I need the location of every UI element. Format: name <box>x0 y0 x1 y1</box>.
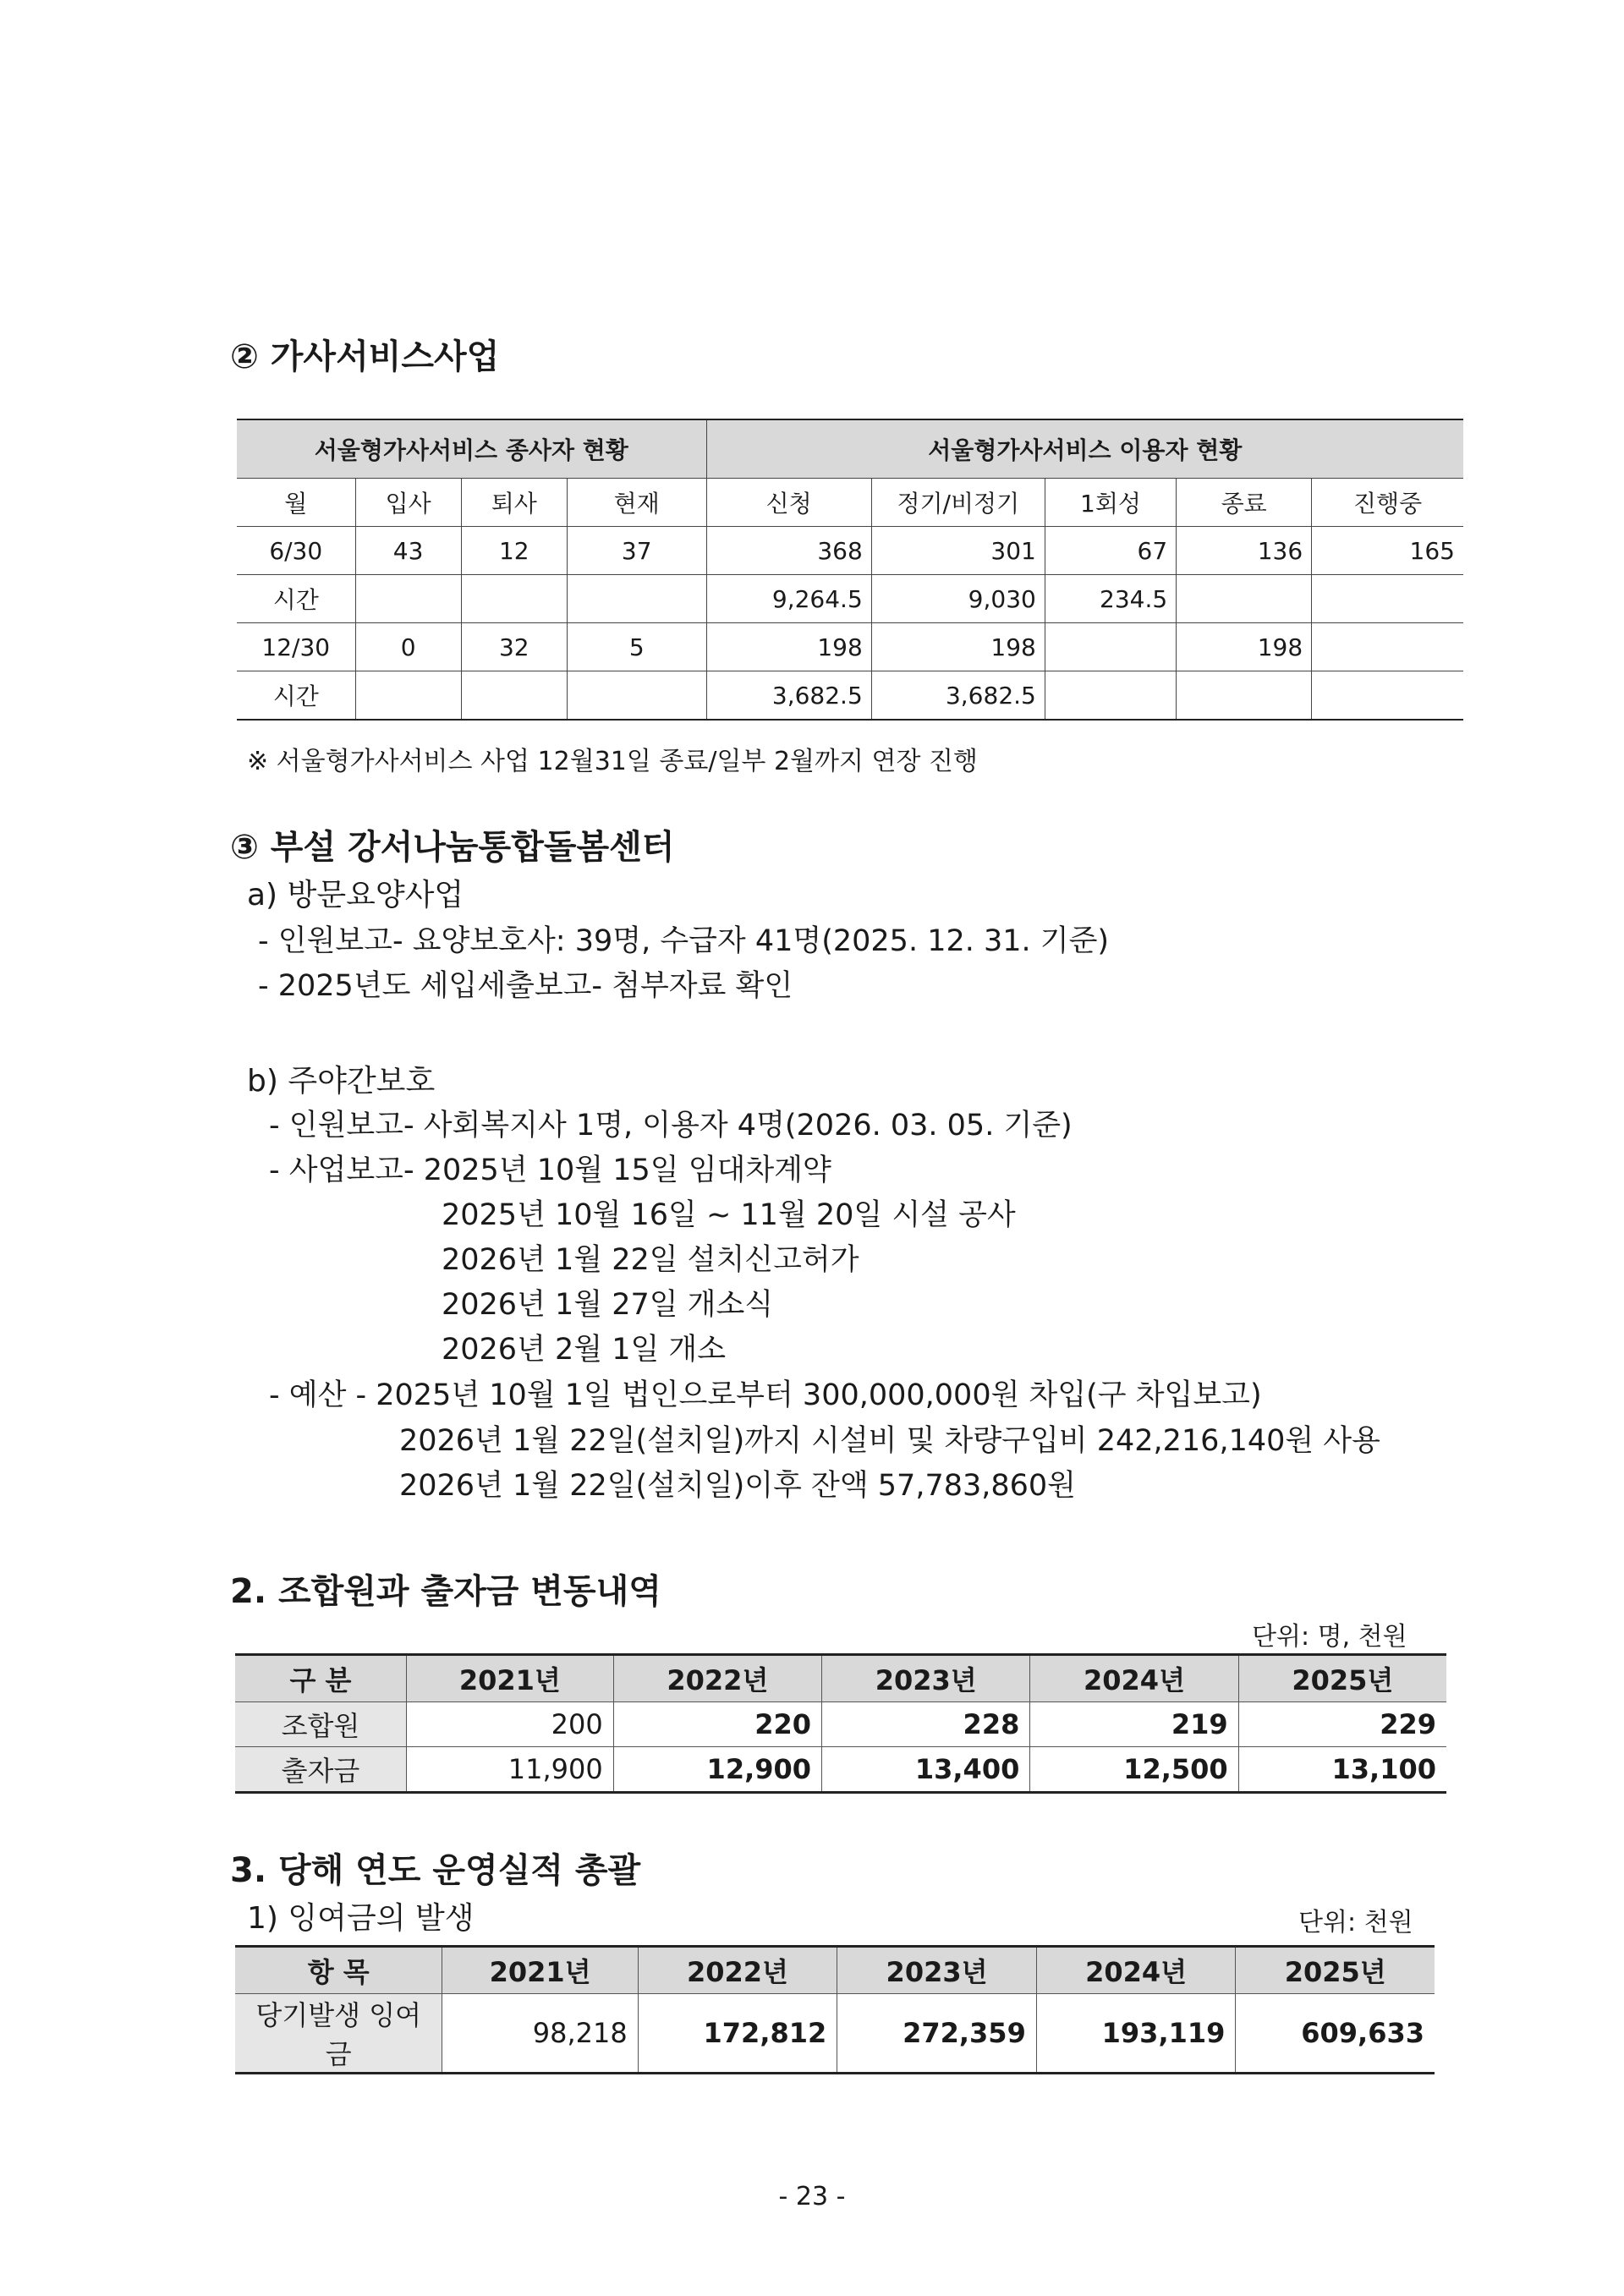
text-line: - 인원보고- 요양보호사: 39명, 수급자 41명(2025. 12. 31. 기준) <box>258 924 1110 958</box>
col-header: 2021년 <box>406 1655 613 1702</box>
table-cell: 시간 <box>237 575 355 623</box>
part2-heading: 2. 조합원과 출자금 변동내역 <box>230 1572 661 1611</box>
table-cell <box>1045 623 1176 671</box>
text-line: 2026년 1월 22일(설치일)까지 시설비 및 차량구입비 242,216,140원 사용 <box>399 1424 1380 1458</box>
table-row <box>235 1702 1446 1747</box>
col-header: 2025년 <box>1236 1947 1435 1994</box>
table-cell: 301 <box>871 527 1045 575</box>
table-cell: 12,500 <box>1030 1747 1238 1793</box>
table-cell <box>461 575 567 623</box>
col-header: 입사 <box>355 479 461 527</box>
row-label: 출자금 <box>235 1747 406 1793</box>
text-line: 2026년 1월 22일 설치신고허가 <box>442 1243 859 1277</box>
table-cell: 368 <box>706 527 871 575</box>
text-line: 2026년 1월 27일 개소식 <box>442 1288 774 1322</box>
col-header: 항 목 <box>235 1947 442 1994</box>
table-cell: 165 <box>1312 527 1463 575</box>
group-header-workers: 서울형가사서비스 종사자 현황 <box>237 419 706 479</box>
col-header: 월 <box>237 479 355 527</box>
table-row <box>237 575 1463 623</box>
page-number: - 23 - <box>778 2182 846 2211</box>
col-header: 2023년 <box>837 1947 1037 1994</box>
table-row <box>237 671 1463 721</box>
text-line: 2026년 2월 1일 개소 <box>442 1333 727 1367</box>
table-cell: 172,812 <box>638 1994 837 2074</box>
table-row <box>235 1747 1446 1793</box>
table-cell <box>1177 671 1312 721</box>
col-header: 구 분 <box>235 1655 406 1702</box>
table-cell: 9,030 <box>871 575 1045 623</box>
table-cell: 198 <box>1177 623 1312 671</box>
table-cell: 5 <box>567 623 706 671</box>
table-cell: 229 <box>1238 1702 1446 1747</box>
col-header: 종료 <box>1177 479 1312 527</box>
table-cell: 198 <box>871 623 1045 671</box>
section-heading-housekeeping: ② 가사서비스사업 <box>230 337 500 376</box>
table-cell: 0 <box>355 623 461 671</box>
table-cell: 3,682.5 <box>871 671 1045 721</box>
table-cell <box>1177 575 1312 623</box>
subsection-title-day-care: b) 주야간보호 <box>247 1064 436 1099</box>
col-header: 신청 <box>706 479 871 527</box>
table-cell <box>567 575 706 623</box>
table-cell: 시간 <box>237 671 355 721</box>
table-cell: 6/30 <box>237 527 355 575</box>
table-cell: 219 <box>1030 1702 1238 1747</box>
table-cell <box>1312 671 1463 721</box>
unit-label: 단위: 명, 천원 <box>1252 1622 1407 1652</box>
table-cell: 98,218 <box>442 1994 638 2074</box>
table-cell: 13,100 <box>1238 1747 1446 1793</box>
part3-subtitle: 1) 잉여금의 발생 <box>247 1901 475 1936</box>
table-cell: 200 <box>406 1702 613 1747</box>
text-line: - 예산 - 2025년 10월 1일 법인으로부터 300,000,000원 차입(구 차입보고) <box>269 1378 1262 1412</box>
table-cell: 13,400 <box>822 1747 1030 1793</box>
col-header: 현재 <box>567 479 706 527</box>
text-line: 2025년 10월 16일 ~ 11월 20일 시설 공사 <box>442 1198 1016 1232</box>
table-cell <box>355 575 461 623</box>
part3-heading: 3. 당해 연도 운영실적 총괄 <box>230 1851 641 1890</box>
row-label: 조합원 <box>235 1702 406 1747</box>
table-cell: 193,119 <box>1036 1994 1236 2074</box>
col-header: 2022년 <box>638 1947 837 1994</box>
table-cell: 37 <box>567 527 706 575</box>
table-cell: 220 <box>613 1702 821 1747</box>
subsection-title-visit-care: a) 방문요양사업 <box>247 878 464 912</box>
table-cell: 12,900 <box>613 1747 821 1793</box>
table-cell: 43 <box>355 527 461 575</box>
table-cell <box>355 671 461 721</box>
surplus-table <box>235 1945 1435 2074</box>
housekeeping-table <box>237 419 1463 721</box>
text-line: - 인원보고- 사회복지사 1명, 이용자 4명(2026. 03. 05. 기준) <box>269 1109 1073 1143</box>
table-row <box>237 527 1463 575</box>
col-header: 1회성 <box>1045 479 1176 527</box>
col-header: 2022년 <box>613 1655 821 1702</box>
text-line: - 2025년도 세입세출보고- 첨부자료 확인 <box>258 969 793 1003</box>
table-cell: 198 <box>706 623 871 671</box>
table-row <box>235 1994 1435 2074</box>
text-line: 2026년 1월 22일(설치일)이후 잔액 57,783,860원 <box>399 1469 1076 1503</box>
table-cell: 11,900 <box>406 1747 613 1793</box>
table-cell <box>1312 623 1463 671</box>
table-cell: 272,359 <box>837 1994 1037 2074</box>
col-header: 퇴사 <box>461 479 567 527</box>
row-label: 당기발생 잉여금 <box>235 1994 442 2074</box>
table-cell: 32 <box>461 623 567 671</box>
group-header-users: 서울형가사서비스 이용자 현황 <box>706 419 1463 479</box>
table-note: ※ 서울형가사서비스 사업 12월31일 종료/일부 2월까지 연장 진행 <box>247 747 978 776</box>
col-header: 정기/비정기 <box>871 479 1045 527</box>
col-header: 2021년 <box>442 1947 638 1994</box>
col-header: 2025년 <box>1238 1655 1446 1702</box>
text-line: - 사업보고- 2025년 10월 15일 임대차계약 <box>269 1153 831 1187</box>
table-cell: 67 <box>1045 527 1176 575</box>
table-cell <box>1312 575 1463 623</box>
table-cell: 12 <box>461 527 567 575</box>
table-cell: 234.5 <box>1045 575 1176 623</box>
section-heading-care-center: ③ 부설 강서나눔통합돌봄센터 <box>230 828 675 867</box>
table-cell: 12/30 <box>237 623 355 671</box>
col-header: 2023년 <box>822 1655 1030 1702</box>
table-cell <box>461 671 567 721</box>
table-cell <box>1045 671 1176 721</box>
table-cell: 136 <box>1177 527 1312 575</box>
members-capital-table <box>235 1653 1446 1794</box>
col-header: 2024년 <box>1030 1655 1238 1702</box>
table-cell <box>567 671 706 721</box>
table-cell: 9,264.5 <box>706 575 871 623</box>
col-header: 진행중 <box>1312 479 1463 527</box>
table-row <box>237 623 1463 671</box>
table-cell: 609,633 <box>1236 1994 1435 2074</box>
unit-label: 단위: 천원 <box>1298 1908 1413 1937</box>
col-header: 2024년 <box>1036 1947 1236 1994</box>
table-cell: 228 <box>822 1702 1030 1747</box>
table-cell: 3,682.5 <box>706 671 871 721</box>
